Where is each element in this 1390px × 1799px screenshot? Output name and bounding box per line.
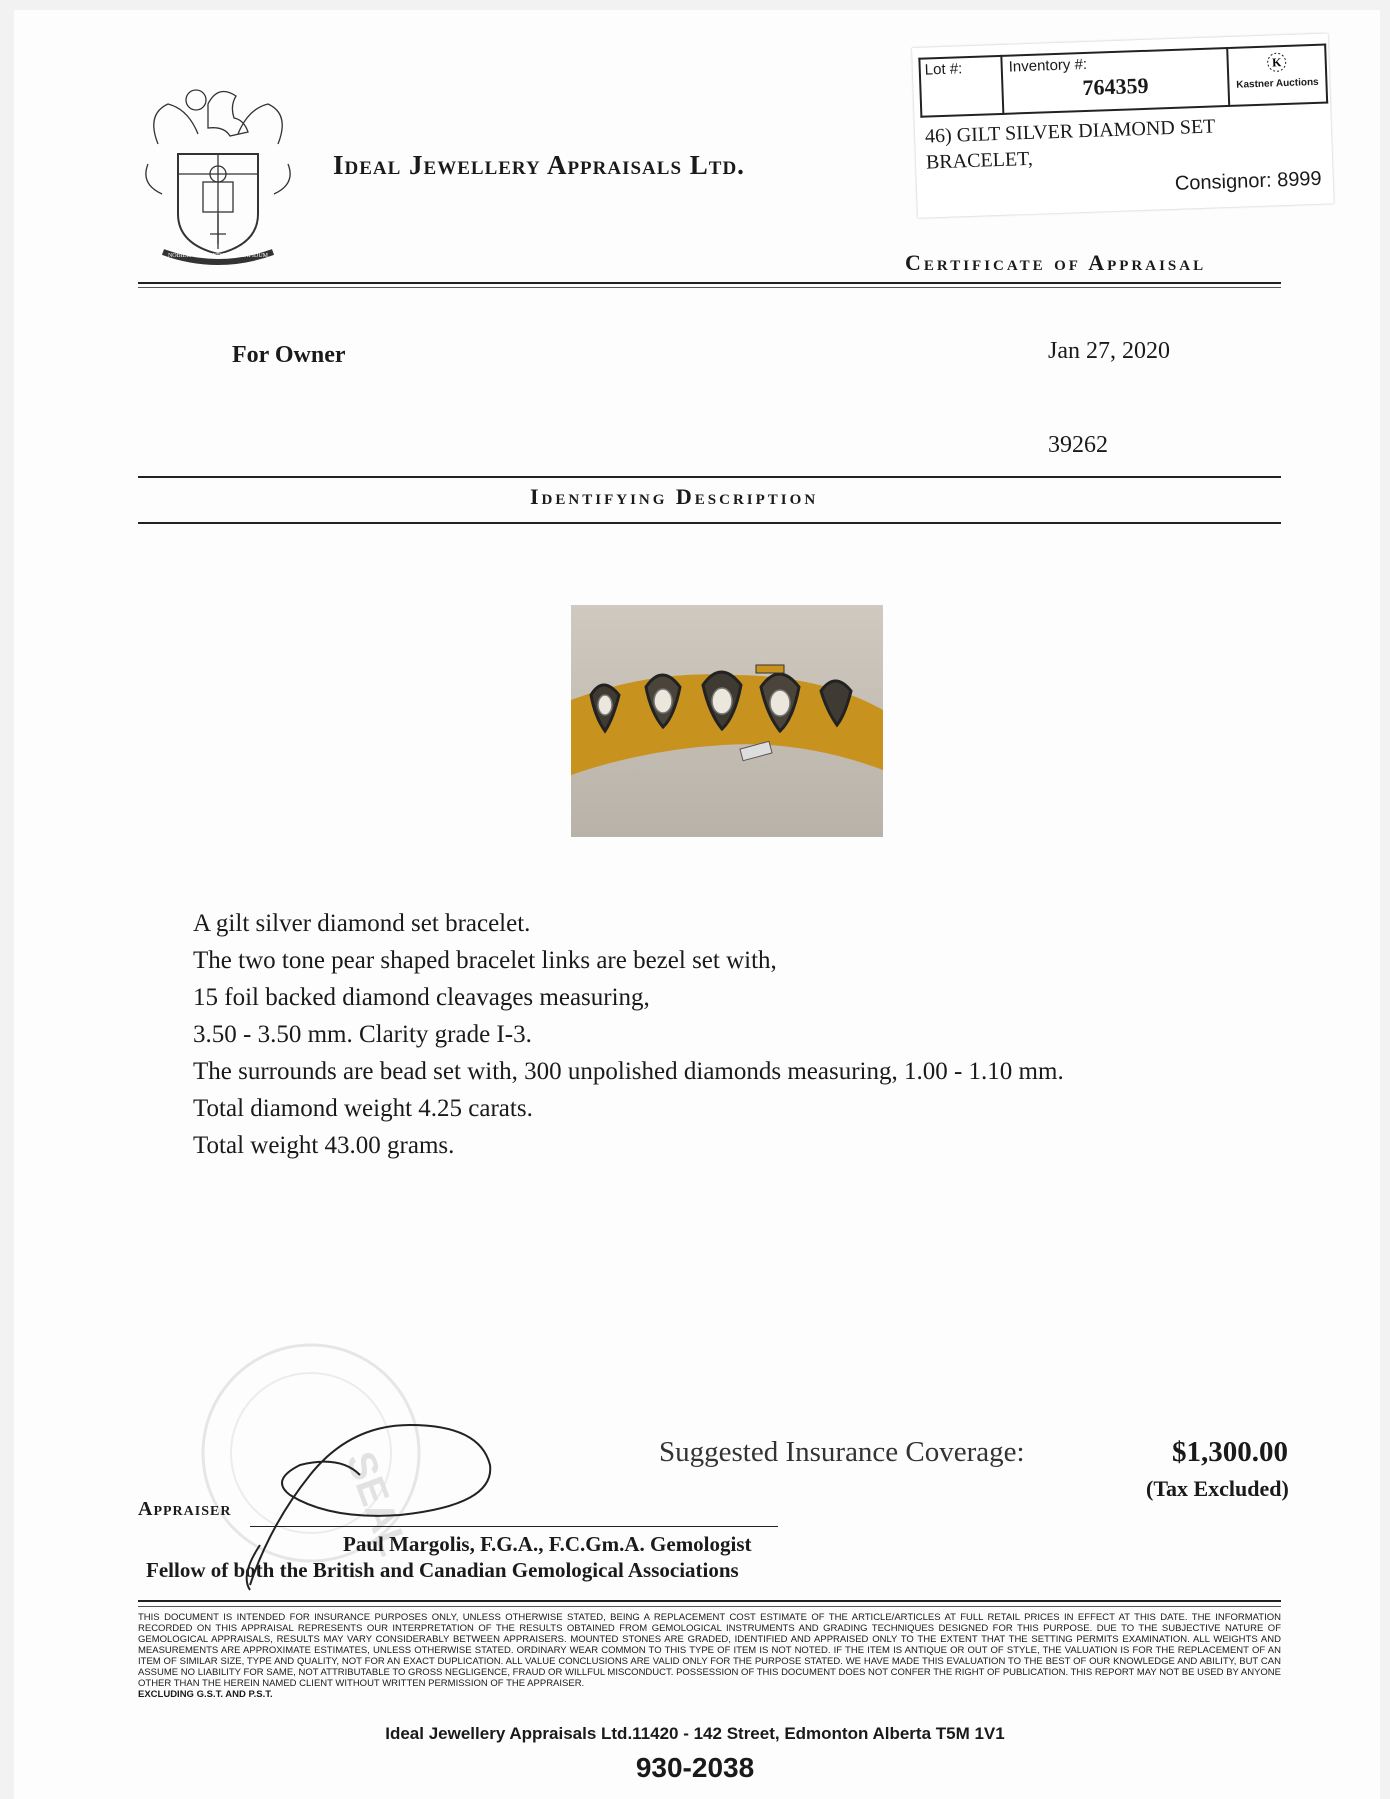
company-name: Ideal Jewellery Appraisals Ltd. (333, 150, 745, 180)
header-divider-thin (138, 287, 1281, 288)
appraisal-date: Jan 27, 2020 (1048, 338, 1170, 364)
description-line: Total diamond weight 4.25 carats. (193, 1095, 533, 1122)
item-description (193, 905, 1064, 1164)
insurance-label: Suggested Insurance Coverage: (659, 1436, 1025, 1468)
svg-text:SEAL: SEAL (337, 1446, 416, 1562)
svg-text:K: K (1271, 55, 1282, 70)
lot-caption: Lot #: (924, 60, 963, 79)
disclaimer-text: THIS DOCUMENT IS INTENDED FOR INSURANCE PURPOSES ONLY, UNLESS OTHERWISE STATED, BEING A REPLACEMENT COST ESTIMATE OF THE ARTICLE/ARTICLES AT FULL RETAIL PRICES IN EFFECT AT THIS DATE. THE INFORMATION RECORDED ON THIS APPRAISAL REPRESENTS OUR INTERPRETATION OF THE RESULTS OBTAINED FROM GEMOLOGICAL INSTRUMENTS AND GRADING TECHNIQUES DESIGNED FOR THIS PURPOSE. DUE TO THE SUBJECTIVE NATURE OF GEMOLOGICAL APPRAISALS, RESULTS MAY VARY CONSIDERABLY BETWEEN APPRAISERS. MOUNTED STONES ARE GRADED, IDENTIFIED AND APPRAISED ONLY TO THE EXTENT THAT THE SETTING PERMITS EXAMINATION. ALL WEIGHTS AND MEASUREMENTS ARE APPROXIMATE ESTIMATES, UNLESS OTHERWISE STATED. ORDINARY WEAR COMMON TO THIS TYPE OF ITEM IS NOT NOTED. IF THE ITEM IS ANTIQUE OR OUT OF STYLE, THE VALUATION IS FOR THE REPLACEMENT OF AN ITEM OF SIMILAR SIZE, TYPE AND QUALITY, NOT FOR AN EXACT DUPLICATION. ALL VALUE CONCLUSIONS ARE VALID ONLY FOR THE PURPOSE STATED. WE HAVE MADE THIS EVALUATION TO THE BEST OF OUR KNOWLEDGE AND ABILITY, BUT CAN ASSUME NO LIABILITY FOR SAME, NOT ATTRIBUTABLE TO GROSS NEGLIGENCE, FRAUD OR WILLFUL MISCONDUCT. POSSESSION OF THIS DOCUMENT DOES NOT CONFER THE RIGHT OF PUBLICATION. THIS REPORT MAY NOT BE USED BY ANYONE OTHER THAN THE HEREIN NAMED CLIENT WITHOUT WRITTEN PERMISSION OF THE APPRAISER. (138, 1612, 1281, 1689)
consignor-number: Consignor: 8999 (1174, 167, 1322, 195)
description-line: A gilt silver diamond set bracelet. (193, 910, 531, 937)
auction-lot-label (912, 33, 1334, 217)
section-title: Identifying Description (530, 484, 819, 509)
company-phone: 930-2038 (635, 1752, 755, 1783)
footer-divider-thin (138, 1606, 1281, 1607)
lot-title-line1: 46) GILT SILVER DIAMOND SET (924, 115, 1216, 148)
footer-divider (138, 1600, 1281, 1602)
insurance-value: $1,300.00 (1172, 1436, 1288, 1468)
description-line: 15 foil backed diamond cleavages measuring, (193, 984, 650, 1011)
header-divider (138, 282, 1281, 284)
bracelet-photo (571, 605, 883, 837)
tax-note: (Tax Excluded) (1146, 1476, 1289, 1501)
auction-logo-text: Kastner Auctions (1236, 76, 1319, 91)
section-divider-top (138, 476, 1281, 478)
legal-disclaimer (138, 1612, 1281, 1700)
section-divider-bottom (138, 522, 1281, 524)
lot-label-table (918, 44, 1328, 118)
appraiser-name: Paul Margolis, F.G.A., F.C.Gm.A. Gemologist (343, 1532, 752, 1556)
coat-of-arms-logo (138, 74, 298, 274)
appraiser-label: Appraiser (138, 1498, 232, 1520)
description-line: The surrounds are bead set with, 300 unpolished diamonds measuring, 1.00 - 1.10 mm. (193, 1058, 1064, 1085)
inventory-cell (1001, 48, 1229, 114)
owner-label: For Owner (232, 342, 346, 368)
appraisal-number: 39262 (1048, 432, 1108, 458)
description-line: The two tone pear shaped bracelet links are bezel set with, (193, 947, 777, 974)
certificate-title: Certificate of Appraisal (905, 250, 1207, 275)
description-line: Total weight 43.00 grams. (193, 1132, 455, 1159)
handwritten-signature (230, 1395, 540, 1595)
lot-title-line2: BRACELET, (925, 147, 1034, 174)
description-line: 3.50 - 3.50 mm. Clarity grade I-3. (193, 1021, 532, 1048)
lot-number-cell (919, 56, 1003, 117)
auction-logo-cell (1227, 45, 1327, 106)
svg-text:NOBILIS EST PRETIOSUM LAPIDUM: NOBILIS EST PRETIOSUM LAPIDUM (167, 253, 269, 259)
inventory-caption: Inventory #: (1008, 55, 1088, 76)
tax-exclusion-note: EXCLUDING G.S.T. AND P.S.T. (138, 1689, 273, 1700)
inventory-number: 764359 (1082, 72, 1149, 101)
auction-logo-icon (1265, 51, 1288, 74)
appraiser-credentials: Fellow of both the British and Canadian Gemological Associations (146, 1558, 739, 1582)
company-address: Ideal Jewellery Appraisals Ltd.11420 - 142 Street, Edmonton Alberta T5M 1V1 (385, 1724, 1005, 1743)
